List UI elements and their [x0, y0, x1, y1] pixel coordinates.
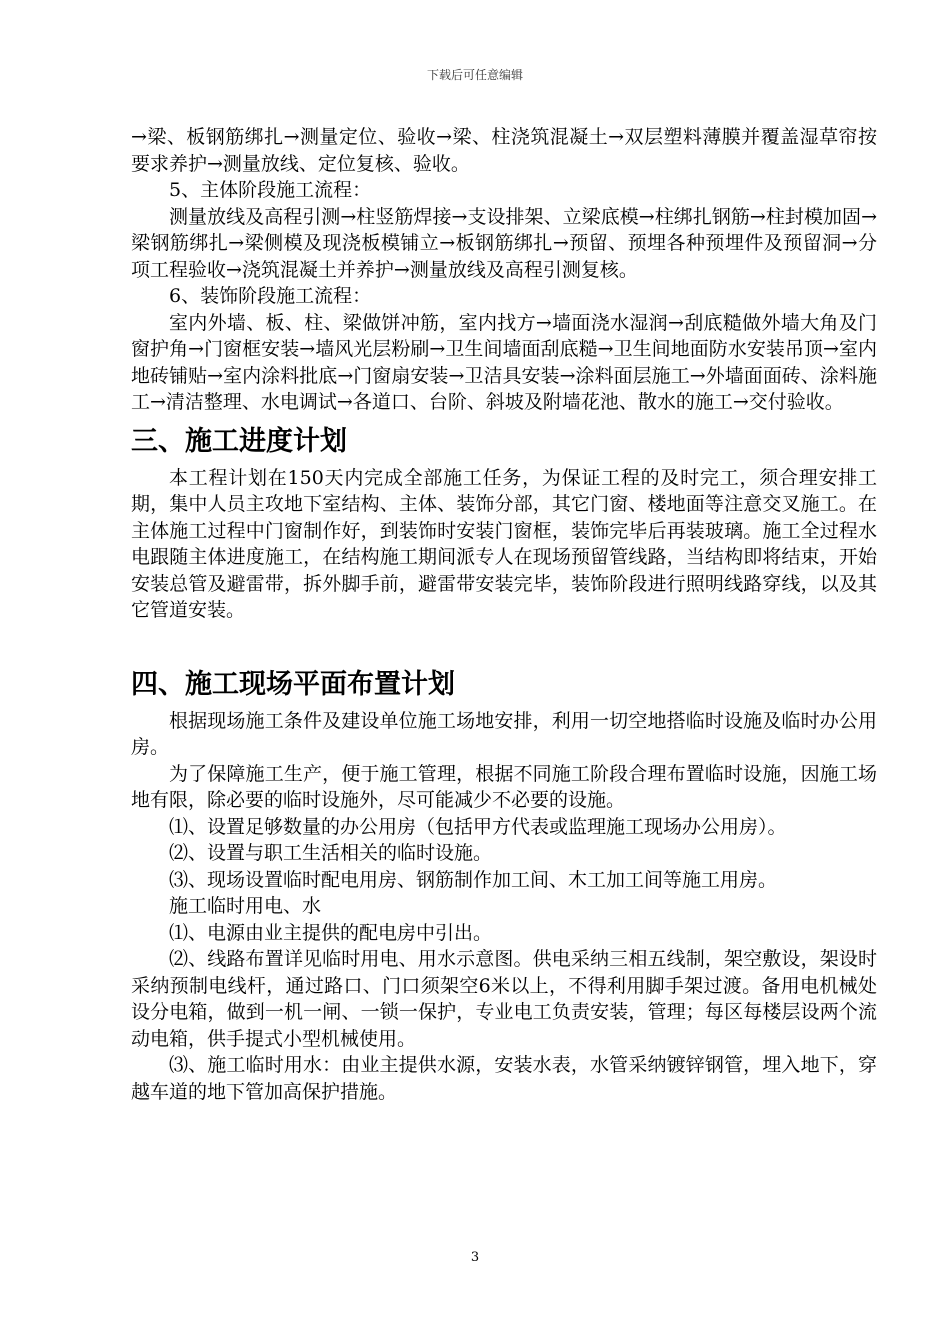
- paragraph-decoration-stage-flow: 室内外墙、板、柱、梁做饼冲筋，室内找方→墙面浇水湿润→刮底糙做外墙大角及门窗护角→门窗框安装→墙风光层粉刷→卫生间墙面刮底糙→卫生间地面防水安装吊顶→室内地砖铺贴→室内涂料批底→门窗扇安装→卫洁具安装→涂料面层施工→外墙面面砖、涂料施工→清洁整理、水电调试→各道口、台阶、斜坡及附墙花池、散水的施工→交付验收。: [131, 311, 877, 413]
- section-4-subheading: 施工临时用电、水: [169, 895, 322, 917]
- paragraph-main-stage-flow: 测量放线及高程引测→柱竖筋焊接→支设排架、立梁底模→柱绑扎钢筋→柱封模加固→梁钢筋绑扎→梁侧模及现浇板模铺立→板钢筋绑扎→预留、预埋各种预埋件及预留洞→分项工程验收→浇筑混凝土并养护→测量放线及高程引测复核。: [131, 205, 877, 281]
- section-4-paragraph: 根据现场施工条件及建设单位施工场地安排，利用一切空地搭临时设施及临时办公用房。: [131, 709, 877, 758]
- page-number: 3: [470, 1250, 480, 1265]
- section-4-paragraph: 为了保障施工生产，便于施工管理，根据不同施工阶段合理布置临时设施，因施工场地有限，除必要的临时设施外，尽可能减少不必要的设施。: [131, 762, 877, 811]
- paragraph-decoration-stage-heading: 6、装饰阶段施工流程：: [169, 285, 372, 307]
- section-4-list-item: ⑶、现场设置临时配电用房、钢筋制作加工间、木工加工间等施工用房。: [169, 868, 778, 891]
- section-4-list-item: ⑵、线路布置详见临时用电、用水示意图。供电采纳三相五线制，架空敷设，架设时采纳预制电线杆，通过路口、门口须架空6米以上，不得利用脚手架过渡。备用电机械处设分电箱，做到一机一闸、一锁一保护，专业电工负责安装，管理；每区每楼层设两个流动电箱，供手提式小型机械使用。: [131, 948, 877, 1050]
- section-4-list-item: ⑵、设置与职工生活相关的临时设施。: [169, 842, 493, 864]
- section-4-list-item: ⑴、设置足够数量的办公用房（包括甲方代表或监理施工现场办公用房）。: [169, 815, 787, 838]
- paragraph-flow-continuation: →梁、板钢筋绑扎→测量定位、验收→梁、柱浇筑混凝土→双层塑料薄膜并覆盖湿草帘按要求养护→测量放线、定位复核、验收。: [131, 126, 877, 175]
- section-4-list-item: ⑴、电源由业主提供的配电房中引出。: [169, 921, 493, 944]
- section-3-paragraph: 本工程计划在150天内完成全部施工任务，为保证工程的及时完工，须合理安排工期，集中人员主攻地下室结构、主体、装饰分部，其它门窗、楼地面等注意交叉施工。在主体施工过程中门窗制作好，到装饰时安装门窗框，装饰完毕后再装玻璃。施工全过程水电跟随主体进度施工，在结构施工期间派专人在现场预留管线路，当结构即将结束，开始安装总管及避雷带，拆外脚手前，避雷带安装完毕，装饰阶段进行照明线路穿线，以及其它管道安装。: [131, 466, 877, 621]
- section-4-title: 四、施工现场平面布置计划: [131, 668, 455, 700]
- page-header: 下载后可任意编辑: [426, 68, 523, 82]
- section-4-list-item: ⑶、施工临时用水：由业主提供水源，安装水表，水管采纳镀锌钢管，埋入地下，穿越车道的地下管加高保护措施。: [131, 1054, 877, 1103]
- section-3-title: 三、施工进度计划: [131, 425, 347, 457]
- document-body: [131, 124, 877, 1105]
- paragraph-main-stage-heading: 5、主体阶段施工流程：: [169, 179, 372, 201]
